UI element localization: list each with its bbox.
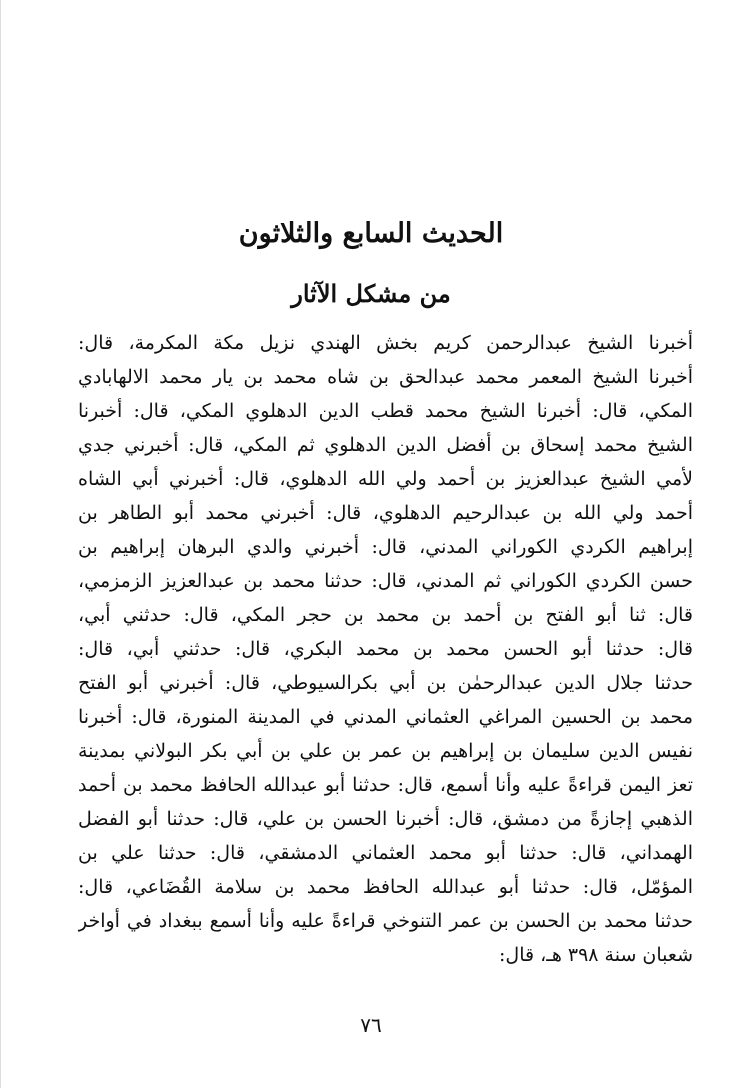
text-line: حسن الكردي الكوراني ثم المدني، قال: حدثنا محمد بن عبدالعزيز الزمزمي، <box>78 570 693 592</box>
chapter-title: الحديث السابع والثلاثون <box>238 218 504 249</box>
text-line: أخبرنا الشيخ عبدالرحمن كريم بخش الهندي نزيل مكة المكرمة، قال: <box>78 332 693 354</box>
text-line: محمد بن الحسين المراغي العثماني المدني في المدينة المنورة، قال: أخبرنا <box>78 706 693 728</box>
text-line: المؤمّل، قال: حدثنا أبو عبدالله الحافظ محمد بن سلامة القُضَاعي، قال: <box>78 876 693 898</box>
text-line: حدثنا محمد بن الحسن بن عمر التنوخي قراءةً عليه وأنا أسمع ببغداد في أواخر <box>78 910 693 932</box>
page-edge-shadow <box>0 0 1 1088</box>
text-line: أخبرنا الشيخ المعمر محمد عبدالحق بن شاه محمد بن يار محمد الالهابادي <box>78 366 693 388</box>
text-line: لأمي الشيخ عبدالعزيز بن أحمد ولي الله الدهلوي، قال: أخبرني أبي الشاه <box>78 468 693 490</box>
text-line: قال: ثنا أبو الفتح بن أحمد بن محمد بن حجر المكي، قال: حدثني أبي، <box>78 604 693 626</box>
text-line: نفيس الدين سليمان بن إبراهيم بن عمر بن علي بن أبي بكر البولاني بمدينة <box>78 740 693 762</box>
text-line: حدثنا جلال الدين عبدالرحمٰن بن أبي بكرالسيوطي، قال: أخبرني أبو الفتح <box>78 672 693 694</box>
page-number: ٧٦ <box>360 1013 382 1037</box>
text-line: أحمد ولي الله بن عبدالرحيم الدهلوي، قال: أخبرني محمد أبو الطاهر بن <box>78 502 693 524</box>
text-line: المكي، قال: أخبرنا الشيخ محمد قطب الدين الدهلوي المكي، قال: أخبرنا <box>78 400 693 422</box>
text-line: الهمداني، قال: حدثنا أبو محمد العثماني الدمشقي، قال: حدثنا علي بن <box>78 842 693 864</box>
chapter-subtitle: من مشكل الآثار <box>291 279 451 308</box>
body-text <box>78 326 693 972</box>
text-line: الشيخ محمد إسحاق بن أفضل الدين الدهلوي ثم المكي، قال: أخبرني جدي <box>78 434 693 456</box>
text-line: شعبان سنة ٣٩٨ هـ، قال: <box>499 944 693 966</box>
text-line: قال: حدثنا أبو الحسن محمد بن محمد البكري، قال: حدثني أبي، قال: <box>78 638 693 660</box>
text-line: تعز اليمن قراءةً عليه وأنا أسمع، قال: حدثنا أبو عبدالله الحافظ محمد بن أحمد <box>78 774 693 796</box>
text-line: إبراهيم الكردي الكوراني المدني، قال: أخبرني والدي البرهان إبراهيم بن <box>78 536 693 558</box>
text-line: الذهبي إجازةً من دمشق، قال: أخبرنا الحسن بن علي، قال: حدثنا أبو الفضل <box>78 808 693 830</box>
